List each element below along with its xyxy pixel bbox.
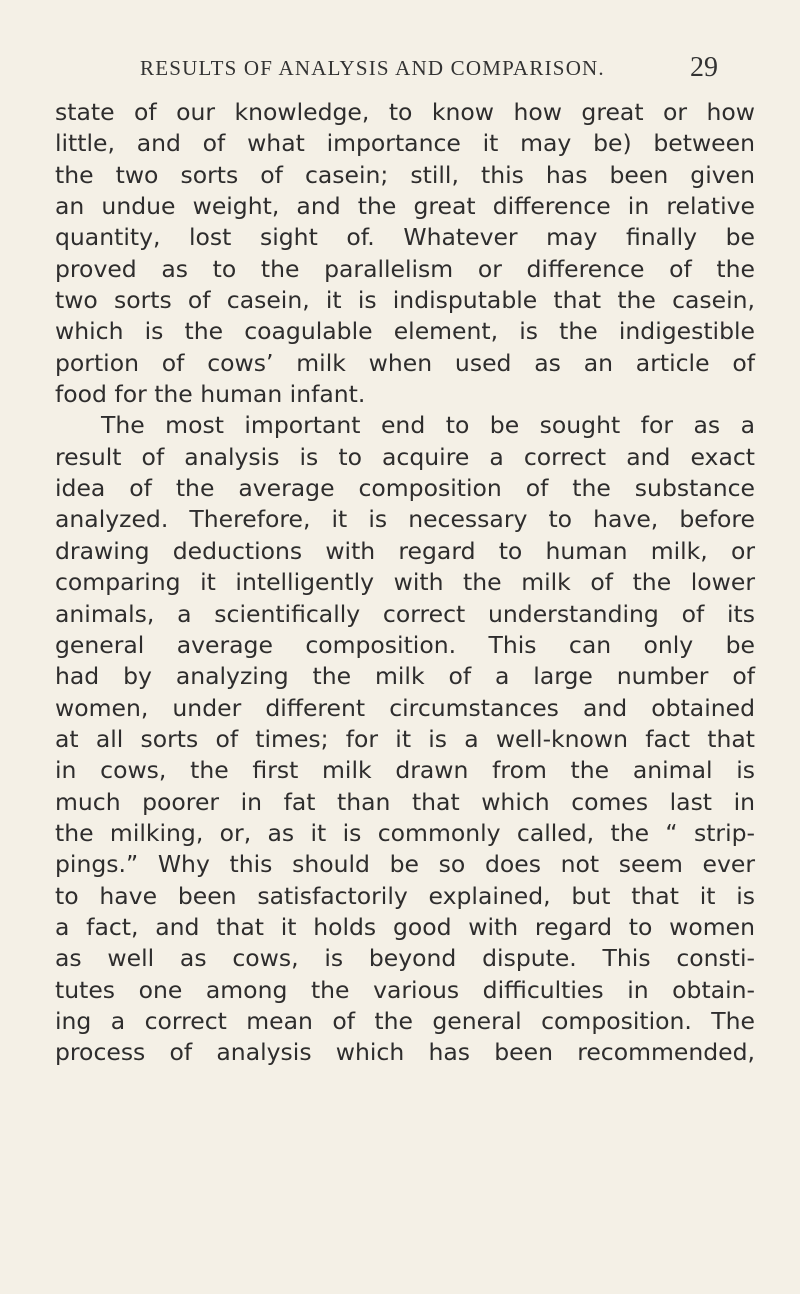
text-line: little, and of what importance it may be) between: [55, 129, 755, 158]
text-line: in cows, the first milk drawn from the animal is: [55, 756, 755, 785]
text-line: a fact, and that it holds good with regard to women: [55, 912, 755, 941]
running-title: RESULTS OF ANALYSIS AND COMPARISON.: [140, 56, 605, 80]
text-line: tutes one among the various difficulties in obtain-: [55, 975, 755, 1004]
text-line: idea of the average composition of the substance: [55, 474, 755, 503]
text-line: food for the human infant.: [55, 380, 366, 409]
text-line: portion of cows’ milk when used as an article of: [55, 348, 755, 377]
text-line: proved as to the parallelism or difference of the: [55, 254, 755, 283]
text-line: to have been satisfactorily explained, but that it is: [55, 881, 755, 910]
text-line: an undue weight, and the great difference in relative: [55, 192, 755, 221]
running-head: [0, 52, 800, 92]
text-line: result of analysis is to acquire a correct and exact: [55, 442, 755, 471]
text-line: general average composition. This can only be: [55, 630, 755, 659]
text-line: quantity, lost sight of. Whatever may finally be: [55, 223, 755, 252]
text-line: which is the coagulable element, is the indigestible: [55, 317, 755, 346]
text-line: analyzed. Therefore, it is necessary to have, before: [55, 505, 755, 534]
text-line: women, under different circumstances and obtained: [55, 693, 755, 722]
text-line: drawing deductions with regard to human milk, or: [55, 536, 755, 565]
text-line: at all sorts of times; for it is a well-known fact that: [55, 724, 755, 753]
body-text: [55, 97, 755, 1069]
text-line: had by analyzing the milk of a large number of: [55, 662, 755, 691]
text-line: the two sorts of casein; still, this has been given: [55, 160, 755, 189]
text-line: animals, a scientifically correct understanding of its: [55, 599, 755, 628]
text-line: state of our knowledge, to know how great or how: [55, 98, 755, 126]
text-line: much poorer in fat than that which comes last in: [55, 787, 755, 816]
text-line: two sorts of casein, it is indisputable that the casein,: [55, 286, 755, 315]
text-line: ing a correct mean of the general composition. The: [55, 1006, 755, 1035]
text-line: The most important end to be sought for as a: [101, 411, 755, 440]
text-line: the milking, or, as it is commonly called, the “ strip-: [55, 818, 755, 847]
text-line: comparing it intelligently with the milk of the lower: [55, 568, 755, 597]
text-line: process of analysis which has been recommended,: [55, 1038, 755, 1067]
text-line: pings.” Why this should be so does not seem ever: [55, 850, 755, 879]
text-line: as well as cows, is beyond dispute. This consti-: [55, 944, 755, 973]
page-number: 29: [690, 52, 718, 83]
